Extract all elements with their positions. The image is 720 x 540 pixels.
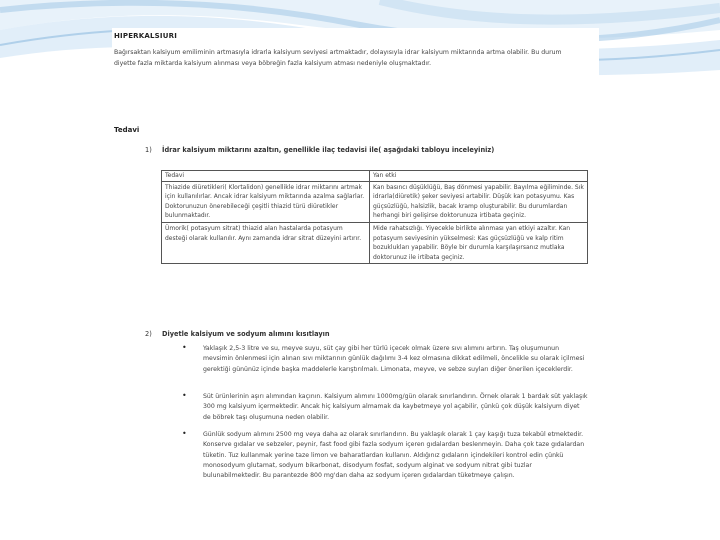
table-header-treatment: Tedavi — [162, 171, 370, 182]
bullet-icon: • — [182, 391, 187, 400]
bullet-icon: • — [182, 429, 187, 438]
bullet-item-2: Süt ürünlerinin aşırı alımından kaçının. Kalsiyum alımını 1000mg/gün olarak sınırlandırın. Örnek olarak 1 bardak süt yaklaşık 300 mg kalsiyum içermektedir. Ancak hiç kalsiyum almamak da kaybetmeye yol açabilir, çünkü çok düşük kalsiyum diyet de böbrek taşı oluşumuna neden olabilir. — [203, 393, 588, 421]
table-header-side-effect: Yan etki — [370, 171, 588, 182]
item-2-number: 2) — [145, 330, 152, 338]
item-1-text: İdrar kalsiyum miktarını azaltın, genellikle ilaç tedavisi ile( aşağıdaki tabloyu inceleyiniz) — [162, 146, 495, 154]
bullet-item-1: Yaklaşık 2,5-3 litre ve su, meyve suyu, süt çay gibi her türlü içecek olmak üzere sıvı alımını artırın. Taş oluşumunun mevsimin önlenmesi için alınan sıvı miktarının günlük dağılımı 3-4 kez olmasına dikkat edilmeli, öncelikle su olarak içilmesi gerektiği gününüz içinde başka maddelerle karıştırılmalı. Limonata, meyve, ve sebze suyları diğer önerilen içeceklerdir. — [203, 345, 585, 373]
table-header-row — [162, 171, 588, 182]
bullet-item-3: Günlük sodyum alımını 2500 mg veya daha az olarak sınırlandırın. Bu yaklaşık olarak 1 çay kaşığı tuza tekabül etmektedir. Konserve gıdalar ve sebzeler, peynir, fast food gibi fazla sodyum içeren gıdalardan beslenmeyin. Daha çok taze gıdalardan tüketin. Tuz kullanmak yerine taze limon ve baharatlardan kullanın. Aldığınız gıdaların içindekileri kontrol edin çünkü monosodyum glutamat, sodyum bikarbonat, disodyum fosfat, sodyum alginat ve sodyum nitrat gibi tuzlar bulunabilmektedir. Bu parantezde 800 mg'dan daha az sodyum içeren gıdalardan tüketmeye çalışın. — [203, 431, 585, 480]
document-title: HIPERKALSIURI — [114, 32, 177, 40]
table-row — [162, 181, 588, 222]
section-heading: Tedavi — [114, 126, 140, 134]
document-page — [112, 28, 599, 518]
table-cell: Ümorik( potasyum sitrat) thiazid alan hastalarda potasyum desteği olarak kullanılır. Aynı zamanda idrar sitrat düzeyini artırır. — [162, 222, 370, 263]
table-cell: Mide rahatsızlığı. Yiyecekle birlikte alınması yan etkiyi azaltır. Kan potasyum seviyesinin yükselmesi: Kas güçsüzlüğü ve kalp ritim bozuklukları yapabilir. Böyle bir durumla karşılaşırsanız mutlaka doktorunuz ile irtibata geçiniz. — [370, 222, 588, 263]
table-row — [162, 222, 588, 263]
item-2-text: Diyetle kalsiyum ve sodyum alımını kısıtlayın — [162, 330, 330, 338]
table-cell: Kan basıncı düşüklüğü, Baş dönmesi yapabilir. Bayılma eğiliminde. Sık idrarla(diüretik) şeker seviyesi artabilir. Düşük kan potasyumu. Kas güçsüzlüğü, halsizlik, bacak kramp oluşturabilir. Bu durumlardan herhangi biri gelişirse doktorunuza irtibata geçiniz. — [370, 181, 588, 222]
intro-paragraph: Bağırsaktan kalsiyum emiliminin artmasıyla idrarla kalsiyum seviyesi artmaktadır, dolayısıyla idrar kalsiyum miktarında artma olabilir. Bu durum diyette fazla miktarda kalsiyum alınması veya böbreğin fazla kalsiyum atması nedeniyle oluşmaktadır. — [114, 49, 562, 67]
treatment-table — [161, 170, 588, 264]
table-cell: Thiazide diüretikleri( Klortalidon) genellikle idrar miktarını artmak için kullanılırlar. Ancak idrar kalsiyum miktarında azalma sağlarlar. Doktorunuzun önerebileceği çeşitli thiazid türü diüretikler bulunmaktadır. — [162, 181, 370, 222]
bullet-icon: • — [182, 343, 187, 352]
item-1-number: 1) — [145, 146, 152, 154]
